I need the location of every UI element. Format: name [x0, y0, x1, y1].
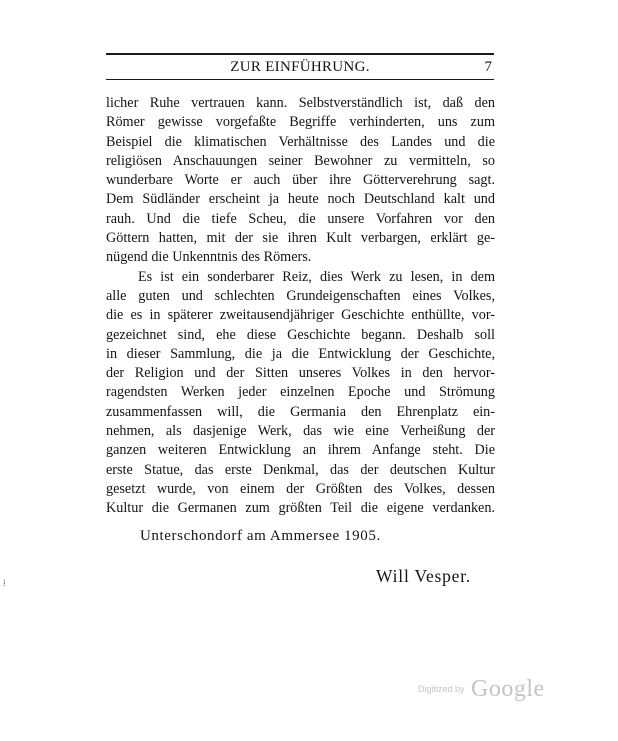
text-line: Beispiel die klimatischen Verhältnisse des Landes und die [106, 133, 495, 150]
watermark-prefix: Digitized by [418, 684, 465, 694]
header-rule-bottom [106, 79, 494, 80]
text-line: die es in späterer zweitausendjähriger Geschichte enthüllte, vor- [106, 307, 495, 324]
paragraph-1 [106, 94, 495, 268]
text-line: Es ist ein sonderbarer Reiz, dies Werk zu lesen, in dem [138, 268, 495, 285]
text-line: in dieser Sammlung, die ja die Entwicklung der Geschichte, [106, 345, 495, 362]
digitization-watermark [418, 676, 545, 703]
watermark-brand-logo: Google [470, 676, 545, 702]
text-line: ganzen weiteren Entwicklung an ihrem Anfange steht. Die [106, 442, 495, 459]
running-header [106, 59, 494, 77]
text-line: gezeichnet sind, ehe diese Geschichte begann. Deshalb soll [106, 326, 495, 343]
text-line: nehmen, als dasjenige Werk, das wie eine Verheißung der [106, 423, 495, 440]
text-line: nügend die Unkenntnis des Römers. [106, 249, 312, 266]
text-line: ragendsten Werken jeder einzelnen Epoche und Strömung [106, 384, 495, 401]
place-date-line: Unterschondorf am Ammersee 1905. [140, 528, 381, 544]
text-line: religiösen Anschauungen seiner Bewohner zu vermitteln, so [106, 152, 495, 169]
margin-speck: ⁞ [3, 578, 6, 588]
signature: Will Vesper. [376, 566, 472, 586]
text-line: Dem Südländer erscheint ja heute noch Deutschland kalt und [106, 191, 495, 208]
text-line: Göttern hatten, mit der sie ihren Kult verbargen, erklärt ge- [106, 230, 495, 247]
header-rule-top [106, 53, 494, 55]
text-line: gesetzt wurde, von einem der Größten des Volkes, dessen [106, 480, 495, 497]
text-line: der Religion und der Sitten unseres Volkes in den hervor- [106, 365, 495, 382]
text-line: rauh. Und die tiefe Scheu, die unsere Vorfahren vor den [106, 210, 495, 227]
paragraph-2 [106, 268, 495, 519]
text-line: Römer gewisse vorgefaßte Begriffe verhinderten, uns zum [106, 114, 495, 131]
text-line: Kultur die Germanen zum größten Teil die eigene verdanken. [106, 500, 495, 517]
text-line: wunderbare Worte er auch über ihre Götterverehrung sagt. [106, 172, 495, 189]
text-line: licher Ruhe vertrauen kann. Selbstverständlich ist, daß den [106, 95, 495, 111]
text-line: erste Statue, das erste Denkmal, das der deutschen Kultur [106, 461, 495, 478]
text-line: zusammenfassen will, die Germania den Ehrenplatz ein- [106, 403, 495, 420]
running-title: ZUR EINFÜHRUNG. [230, 59, 370, 75]
text-line: alle guten und schlechten Grundeigenschaften eines Volkes, [106, 287, 495, 304]
body-text [106, 94, 495, 519]
page-number: 7 [484, 59, 492, 75]
